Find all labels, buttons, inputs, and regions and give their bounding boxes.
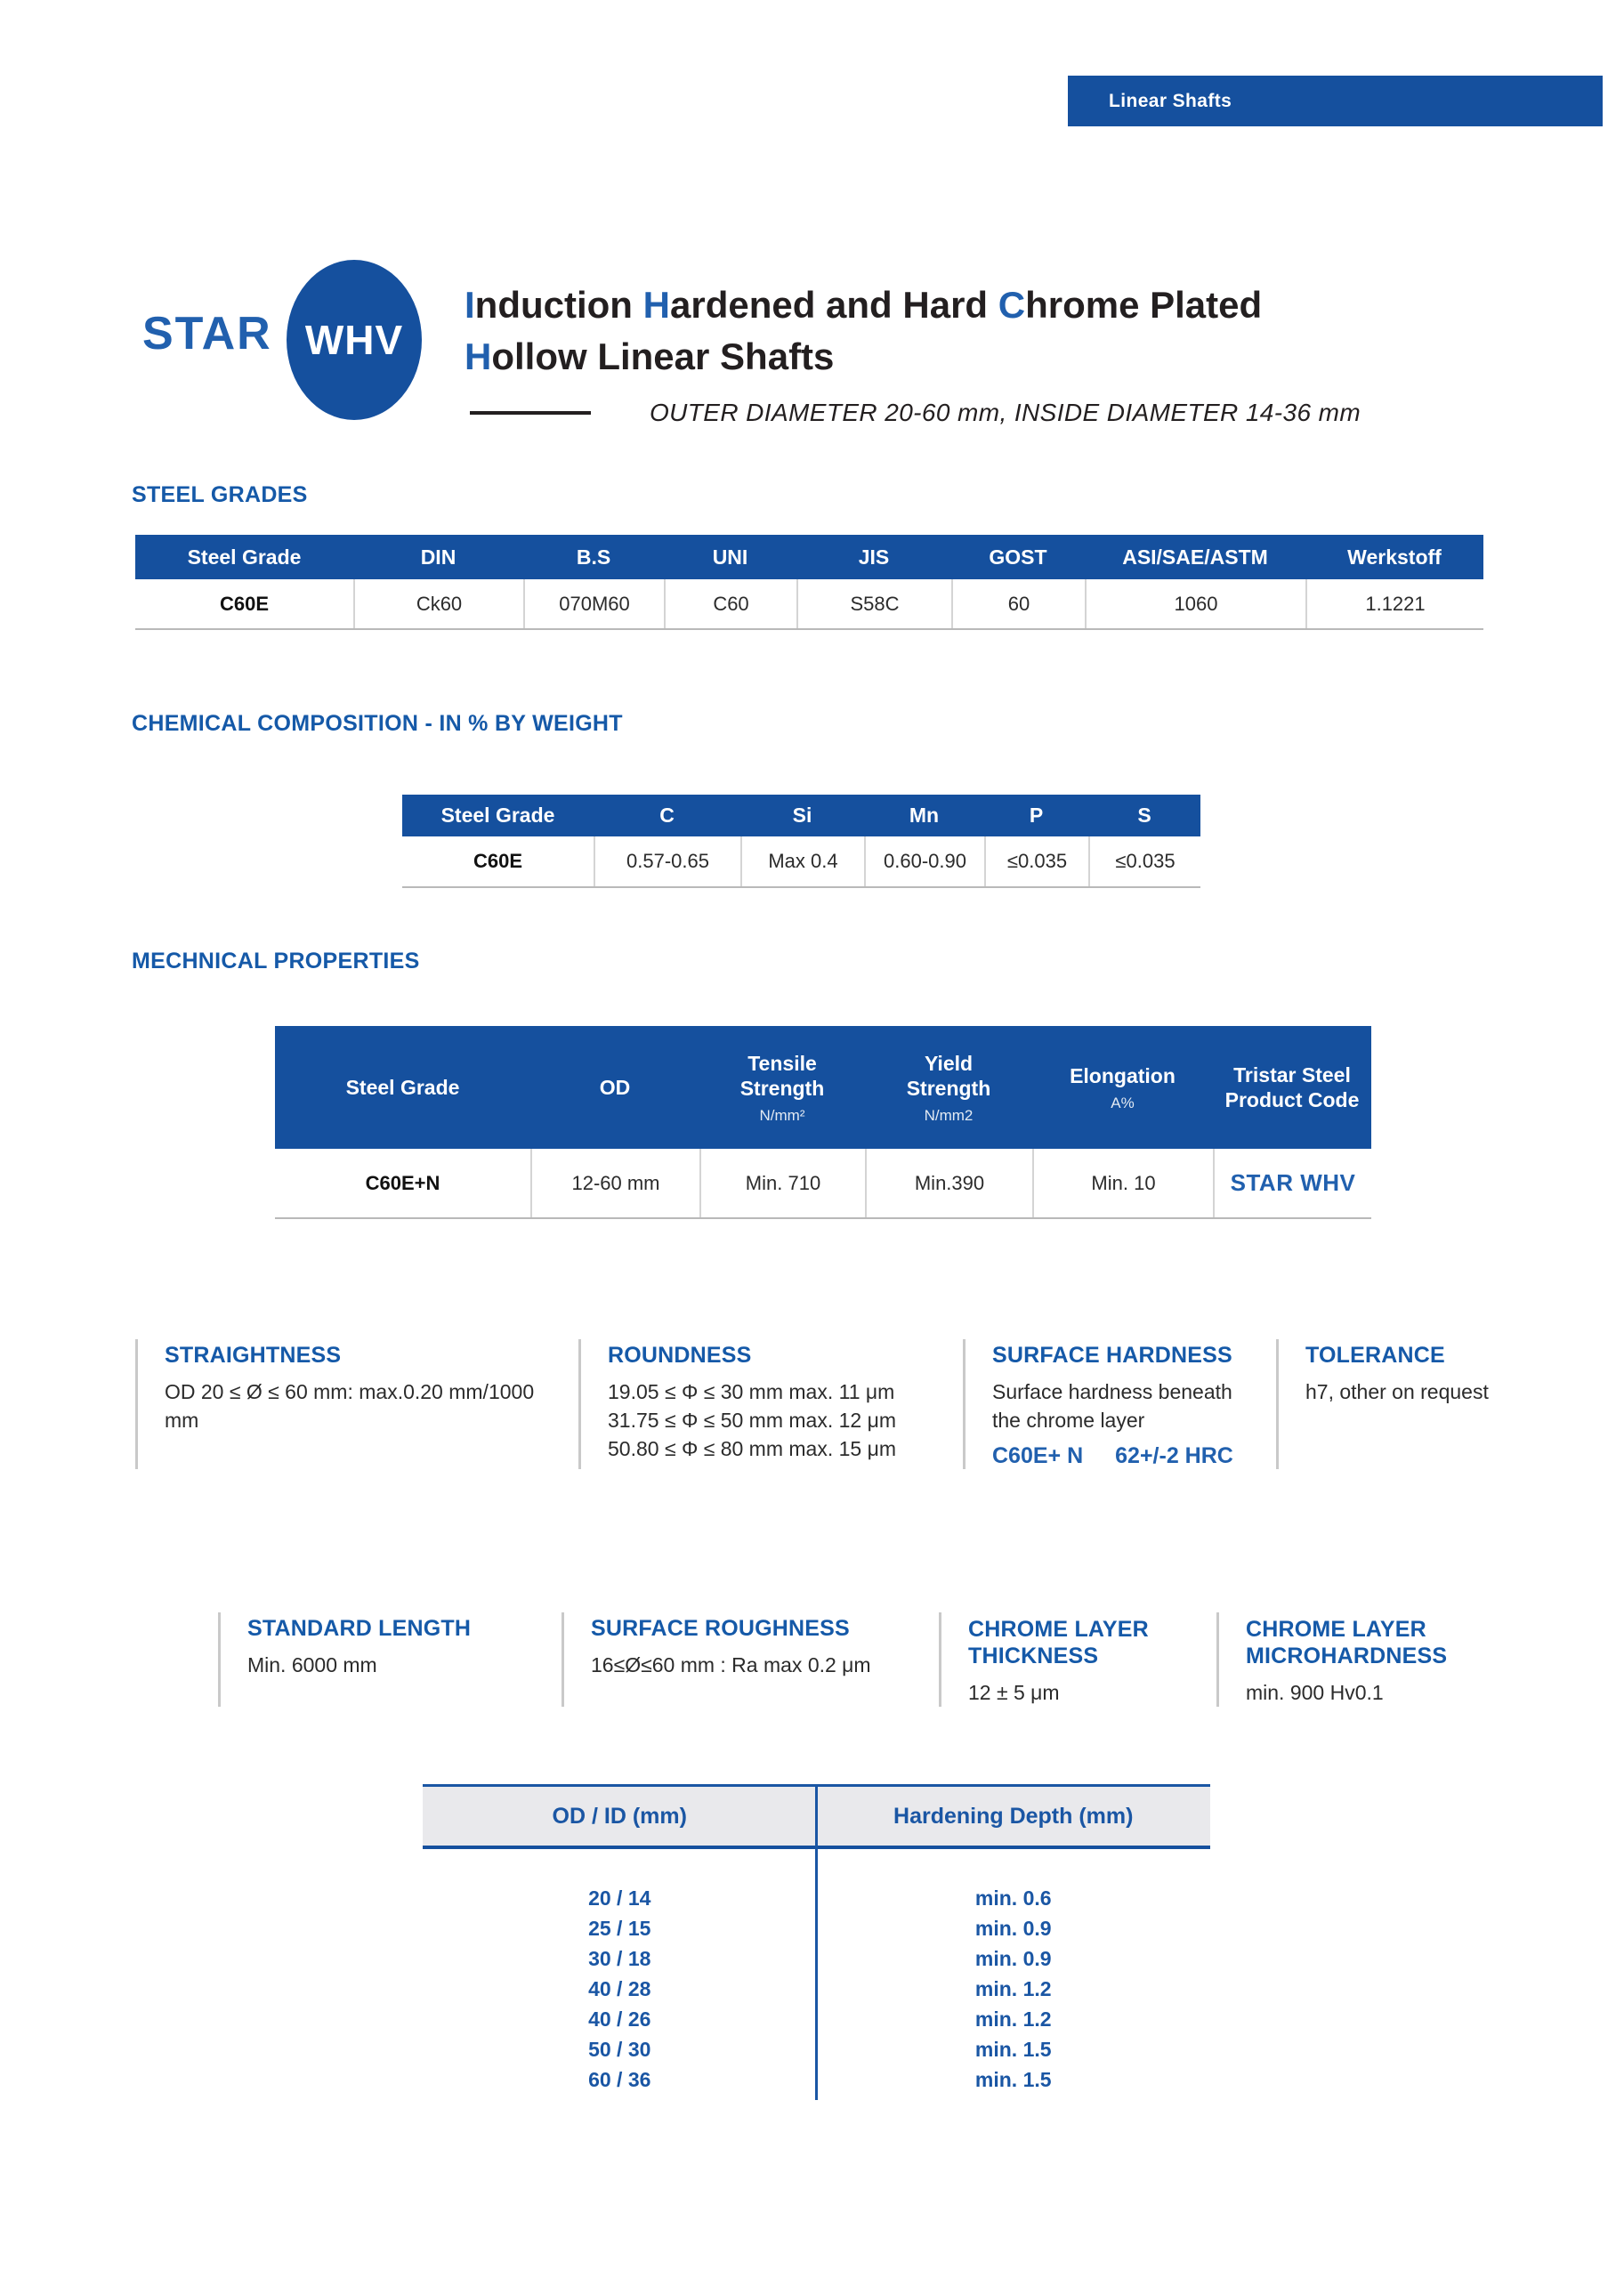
steel-grades-header-row: [135, 535, 1483, 579]
spec-standard-length: [218, 1612, 562, 1707]
column-header: C: [659, 804, 675, 827]
depth-cell: min. 1.2: [974, 2007, 1052, 2031]
spec-surface-roughness: [562, 1612, 939, 1707]
spec-straightness: [135, 1339, 578, 1469]
product-code: STAR WHV: [1230, 1169, 1356, 1196]
spec-value: 50.80 ≤ Φ ≤ 80 mm max. 15 μm: [608, 1437, 897, 1460]
column-header: Mn: [909, 804, 940, 827]
column-header: Tensile Strength N/mm²: [739, 1051, 825, 1124]
depth-cell: min. 1.5: [974, 2068, 1052, 2091]
page-title: [465, 279, 1262, 383]
subtitle-row: [470, 399, 1361, 427]
table-cell: S58C: [796, 579, 951, 628]
column-header: JIS: [858, 545, 890, 569]
table-cell: C60E: [219, 592, 270, 615]
table-cell: 0.57-0.65: [594, 836, 740, 886]
mechanical-header-row: [275, 1026, 1371, 1149]
column-header: Steel Grade: [345, 1076, 460, 1099]
brand-mark: WHV: [304, 317, 404, 363]
table-cell: ≤0.035: [1088, 836, 1200, 886]
table-cell: 070M60: [523, 579, 664, 628]
od-id-cell: 25 / 15: [588, 1917, 651, 1940]
column-header: Tristar Steel Product Code: [1224, 1063, 1360, 1111]
spec-heading: ROUNDNESS: [608, 1343, 752, 1368]
table-cell: C60E: [473, 850, 523, 872]
table-cell: Min.390: [865, 1149, 1032, 1217]
table-row: [275, 1149, 1371, 1219]
od-id-column: [423, 1883, 817, 2095]
column-header: Elongation A%: [1070, 1063, 1176, 1111]
table-cell: 12-60 mm: [530, 1149, 699, 1217]
page-title-line1: Induction Hardened and Hard Chrome Plated: [465, 284, 1263, 326]
table-cell: 0.60-0.90: [864, 836, 984, 886]
hardness-note: [992, 1443, 1267, 1469]
column-header: B.S: [576, 545, 611, 569]
page-title-line2: Hollow Linear Shafts: [465, 335, 835, 377]
column-header: UNI: [712, 545, 748, 569]
table-cell: Max 0.4: [740, 836, 864, 886]
table-cell: 1.1221: [1305, 579, 1483, 628]
depth-cell: min. 0.9: [974, 1917, 1052, 1940]
table-cell: ≤0.035: [984, 836, 1088, 886]
spec-value: h7, other on request: [1305, 1380, 1489, 1403]
table-cell: C60: [664, 579, 796, 628]
column-divider: [815, 1787, 818, 2100]
brand-logo-circle: [287, 260, 422, 420]
spec-value: 31.75 ≤ Φ ≤ 50 mm max. 12 μm: [608, 1409, 897, 1432]
hardness-grade: C60E+ N: [992, 1443, 1084, 1468]
od-id-cell: 30 / 18: [588, 1947, 651, 1970]
table-cell: C60E+N: [365, 1171, 440, 1194]
od-id-cell: 20 / 14: [588, 1886, 651, 1910]
table-row: [402, 836, 1200, 888]
od-id-cell: 60 / 36: [588, 2068, 651, 2091]
column-header: Steel Grade: [187, 545, 302, 569]
spec-value: Min. 6000 mm: [247, 1653, 377, 1676]
depth-cell: min. 1.5: [974, 2038, 1052, 2061]
depth-cell: min. 0.9: [974, 1947, 1052, 1970]
column-header: ASI/SAE/ASTM: [1122, 545, 1268, 569]
category-badge: [1068, 76, 1603, 126]
column-header: Si: [792, 804, 812, 827]
od-id-cell: 40 / 26: [588, 2007, 651, 2031]
spec-chrome-layer-microhardness: [1216, 1612, 1510, 1707]
table-cell: Ck60: [353, 579, 523, 628]
hardness-value: 62+/-2 HRC: [1115, 1443, 1233, 1468]
spec-heading: SURFACE ROUGHNESS: [591, 1616, 850, 1641]
table-cell: Min. 10: [1032, 1149, 1213, 1217]
column-header: GOST: [989, 545, 1047, 569]
od-id-cell: 40 / 28: [588, 1977, 651, 2000]
spec-heading: TOLERANCE: [1305, 1343, 1445, 1368]
mechanical-properties-heading: MECHNICAL PROPERTIES: [132, 949, 420, 973]
spec-surface-hardness: [963, 1339, 1276, 1469]
table-cell: [1213, 1149, 1371, 1217]
od-id-cell: 50 / 30: [588, 2038, 651, 2061]
specs-row-1: [135, 1339, 1543, 1469]
spec-value: Surface hardness beneath the chrome layer: [992, 1380, 1232, 1432]
spec-roundness: [578, 1339, 963, 1469]
table-row: [135, 579, 1483, 630]
chemical-composition-table: [402, 795, 1200, 888]
depth-cell: min. 1.2: [974, 1977, 1052, 2000]
spec-value: OD 20 ≤ Ø ≤ 60 mm: max.0.20 mm/1000 mm: [165, 1380, 535, 1432]
category-badge-label: Linear Shafts: [1109, 90, 1232, 111]
chemical-composition-heading: CHEMICAL COMPOSITION - IN % BY WEIGHT: [132, 711, 623, 736]
table-cell: 60: [951, 579, 1085, 628]
column-header-od-id: OD / ID (mm): [552, 1803, 687, 1829]
column-header: P: [1029, 804, 1044, 827]
brand-name: STAR: [142, 308, 272, 359]
title-subtitle: OUTER DIAMETER 20-60 mm, INSIDE DIAMETER 14-36 mm: [650, 399, 1361, 426]
specs-row-2: [218, 1612, 1510, 1707]
spec-chrome-layer-thickness: [939, 1612, 1216, 1707]
spec-value: 19.05 ≤ Φ ≤ 30 mm max. 11 μm: [608, 1380, 895, 1403]
spec-value: min. 900 Hv0.1: [1246, 1681, 1384, 1704]
spec-value: 12 ± 5 μm: [968, 1681, 1060, 1704]
spec-value: 16≤Ø≤60 mm : Ra max 0.2 μm: [591, 1653, 871, 1676]
hardening-table: [423, 1784, 1210, 2095]
column-header: Werkstoff: [1347, 545, 1442, 569]
steel-grades-table: [135, 535, 1483, 630]
unit-label: N/mm2: [924, 1106, 974, 1124]
column-header: OD: [599, 1076, 631, 1099]
steel-grades-heading: STEEL GRADES: [132, 482, 308, 507]
unit-label: A%: [1111, 1094, 1135, 1111]
chemical-header-row: [402, 795, 1200, 836]
column-header: Steel Grade: [440, 804, 555, 827]
subtitle-rule: [470, 411, 591, 415]
spec-tolerance: [1276, 1339, 1543, 1469]
unit-label: N/mm²: [759, 1106, 805, 1124]
spec-heading: SURFACE HARDNESS: [992, 1343, 1232, 1368]
mechanical-properties-table: [275, 1026, 1371, 1219]
column-header: DIN: [420, 545, 456, 569]
depth-cell: min. 0.6: [974, 1886, 1052, 1910]
spec-heading: CHROME LAYER THICKNESS: [968, 1617, 1149, 1668]
spec-heading: CHROME LAYER MICROHARDNESS: [1246, 1617, 1448, 1668]
spec-heading: STRAIGHTNESS: [165, 1343, 342, 1368]
column-header: Yield Strength N/mm2: [906, 1051, 991, 1124]
table-cell: 1060: [1085, 579, 1305, 628]
spec-heading: STANDARD LENGTH: [247, 1616, 472, 1641]
table-cell: Min. 710: [699, 1149, 865, 1217]
depth-column: [817, 1883, 1211, 2095]
column-header: S: [1137, 804, 1151, 827]
column-header-depth: Hardening Depth (mm): [893, 1803, 1134, 1829]
